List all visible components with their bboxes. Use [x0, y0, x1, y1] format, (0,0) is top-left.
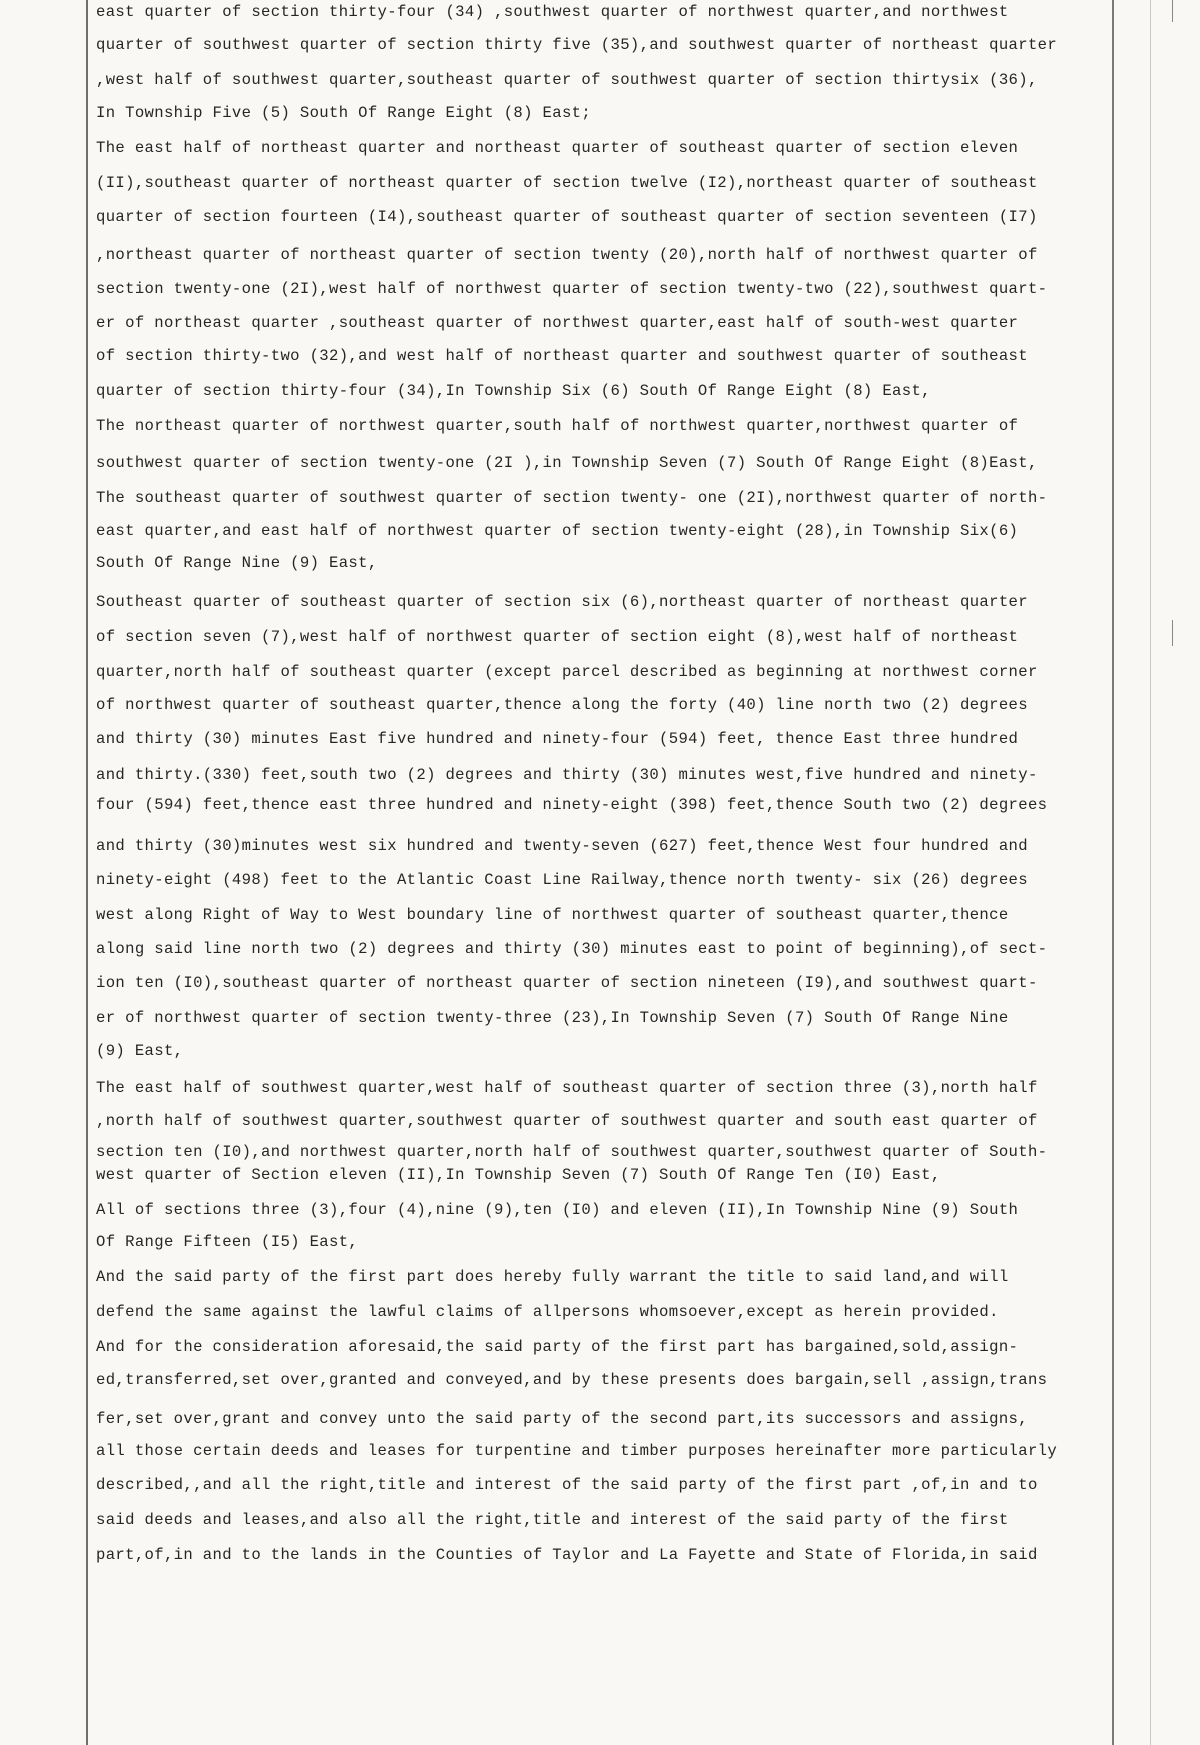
- text-line: ed,transferred,set over,granted and conveyed,and by these presents does bargain,sell ,assign,trans: [96, 1371, 1048, 1389]
- text-line: west along Right of Way to West boundary line of northwest quarter of southeast quarter,thence: [96, 906, 1009, 924]
- text-line: ion ten (I0),southeast quarter of northeast quarter of section nineteen (I9),and southwest quart-: [96, 974, 1038, 992]
- text-line: The east half of northeast quarter and northeast quarter of southeast quarter of section eleven: [96, 139, 1019, 157]
- text-line: west quarter of Section eleven (II),In Township Seven (7) South Of Range Ten (I0) East,: [96, 1166, 941, 1184]
- text-line: described,,and all the right,title and interest of the said party of the first part ,of,in and to: [96, 1476, 1038, 1494]
- text-line: (II),southeast quarter of northeast quarter of section twelve (I2),northeast quarter of southeast: [96, 174, 1038, 192]
- text-line: east quarter of section thirty-four (34) ,southwest quarter of northwest quarter,and northwest: [96, 3, 1009, 21]
- text-line: of northwest quarter of southeast quarter,thence along the forty (40) line north two (2) degrees: [96, 696, 1028, 714]
- text-line: section ten (I0),and northwest quarter,north half of southwest quarter,southwest quarter of South-: [96, 1143, 1048, 1161]
- text-line: The northeast quarter of northwest quarter,south half of northwest quarter,northwest quarter of: [96, 417, 1019, 435]
- text-line: said deeds and leases,and also all the right,title and interest of the said party of the first: [96, 1511, 1009, 1529]
- text-line: ,west half of southwest quarter,southeast quarter of southwest quarter of section thirtysix (36),: [96, 71, 1038, 89]
- text-line: ninety-eight (498) feet to the Atlantic Coast Line Railway,thence north twenty- six (26) degrees: [96, 871, 1028, 889]
- text-line: and thirty (30)minutes west six hundred and twenty-seven (627) feet,thence West four hundred and: [96, 837, 1028, 855]
- text-line: east quarter,and east half of northwest quarter of section twenty-eight (28),in Township Six(6): [96, 522, 1019, 540]
- text-line: quarter,north half of southeast quarter (except parcel described as beginning at northwest corner: [96, 663, 1038, 681]
- text-line: southwest quarter of section twenty-one (2I ),in Township Seven (7) South Of Range Eight (8)East,: [96, 454, 1038, 472]
- text-line: er of northeast quarter ,southeast quarter of northwest quarter,east half of south-west quarter: [96, 314, 1019, 332]
- text-line: section twenty-one (2I),west half of northwest quarter of section twenty-two (22),southwest quart-: [96, 280, 1048, 298]
- edge-mark-mid: [1172, 620, 1173, 646]
- text-line: Southeast quarter of southeast quarter of section six (6),northeast quarter of northeast quarter: [96, 593, 1028, 611]
- text-line: In Township Five (5) South Of Range Eight (8) East;: [96, 104, 592, 122]
- text-line: ,north half of southwest quarter,southwest quarter of southwest quarter and south east quarter of: [96, 1112, 1038, 1130]
- text-line: all those certain deeds and leases for turpentine and timber purposes hereinafter more particularly: [96, 1442, 1058, 1460]
- edge-mark-top: [1172, 0, 1173, 22]
- page-edge: [1150, 0, 1181, 1745]
- text-line: er of northwest quarter of section twenty-three (23),In Township Seven (7) South Of Range Nine: [96, 1009, 1009, 1027]
- text-line: part,of,in and to the lands in the Counties of Taylor and La Fayette and State of Florida,in said: [96, 1546, 1038, 1564]
- right-margin-rule: [1112, 0, 1114, 1745]
- text-line: The east half of southwest quarter,west half of southeast quarter of section three (3),north half: [96, 1079, 1038, 1097]
- text-line: of section seven (7),west half of northwest quarter of section eight (8),west half of northeast: [96, 628, 1019, 646]
- text-line: and thirty.(330) feet,south two (2) degrees and thirty (30) minutes west,five hundred and ninety-: [96, 766, 1038, 784]
- text-line: and thirty (30) minutes East five hundred and ninety-four (594) feet, thence East three hundred: [96, 730, 1019, 748]
- text-line: defend the same against the lawful claims of allpersons whomsoever,except as herein provided.: [96, 1303, 999, 1321]
- text-line: four (594) feet,thence east three hundred and ninety-eight (398) feet,thence South two (2) degrees: [96, 796, 1048, 814]
- text-line: And for the consideration aforesaid,the said party of the first part has bargained,sold,assign-: [96, 1338, 1019, 1356]
- text-line: ,northeast quarter of northeast quarter of section twenty (20),north half of northwest quarter of: [96, 246, 1038, 264]
- left-margin-rule: [86, 0, 88, 1745]
- text-line: Of Range Fifteen (I5) East,: [96, 1233, 359, 1251]
- text-line: All of sections three (3),four (4),nine (9),ten (I0) and eleven (II),In Township Nine (9) South: [96, 1201, 1019, 1219]
- text-line: quarter of southwest quarter of section thirty five (35),and southwest quarter of northeast quarter: [96, 36, 1058, 54]
- text-line: South Of Range Nine (9) East,: [96, 554, 378, 572]
- text-line: along said line north two (2) degrees and thirty (30) minutes east to point of beginning),of sect-: [96, 940, 1048, 958]
- text-line: fer,set over,grant and convey unto the said party of the second part,its successors and assigns,: [96, 1410, 1028, 1428]
- text-line: (9) East,: [96, 1042, 184, 1060]
- text-line: of section thirty-two (32),and west half of northeast quarter and southwest quarter of southeast: [96, 347, 1028, 365]
- text-line: The southeast quarter of southwest quarter of section twenty- one (2I),northwest quarter of north-: [96, 489, 1048, 507]
- text-line: And the said party of the first part does hereby fully warrant the title to said land,and will: [96, 1268, 1009, 1286]
- text-line: quarter of section thirty-four (34),In Township Six (6) South Of Range Eight (8) East,: [96, 382, 931, 400]
- text-line: quarter of section fourteen (I4),southeast quarter of southeast quarter of section seventeen (I7): [96, 208, 1038, 226]
